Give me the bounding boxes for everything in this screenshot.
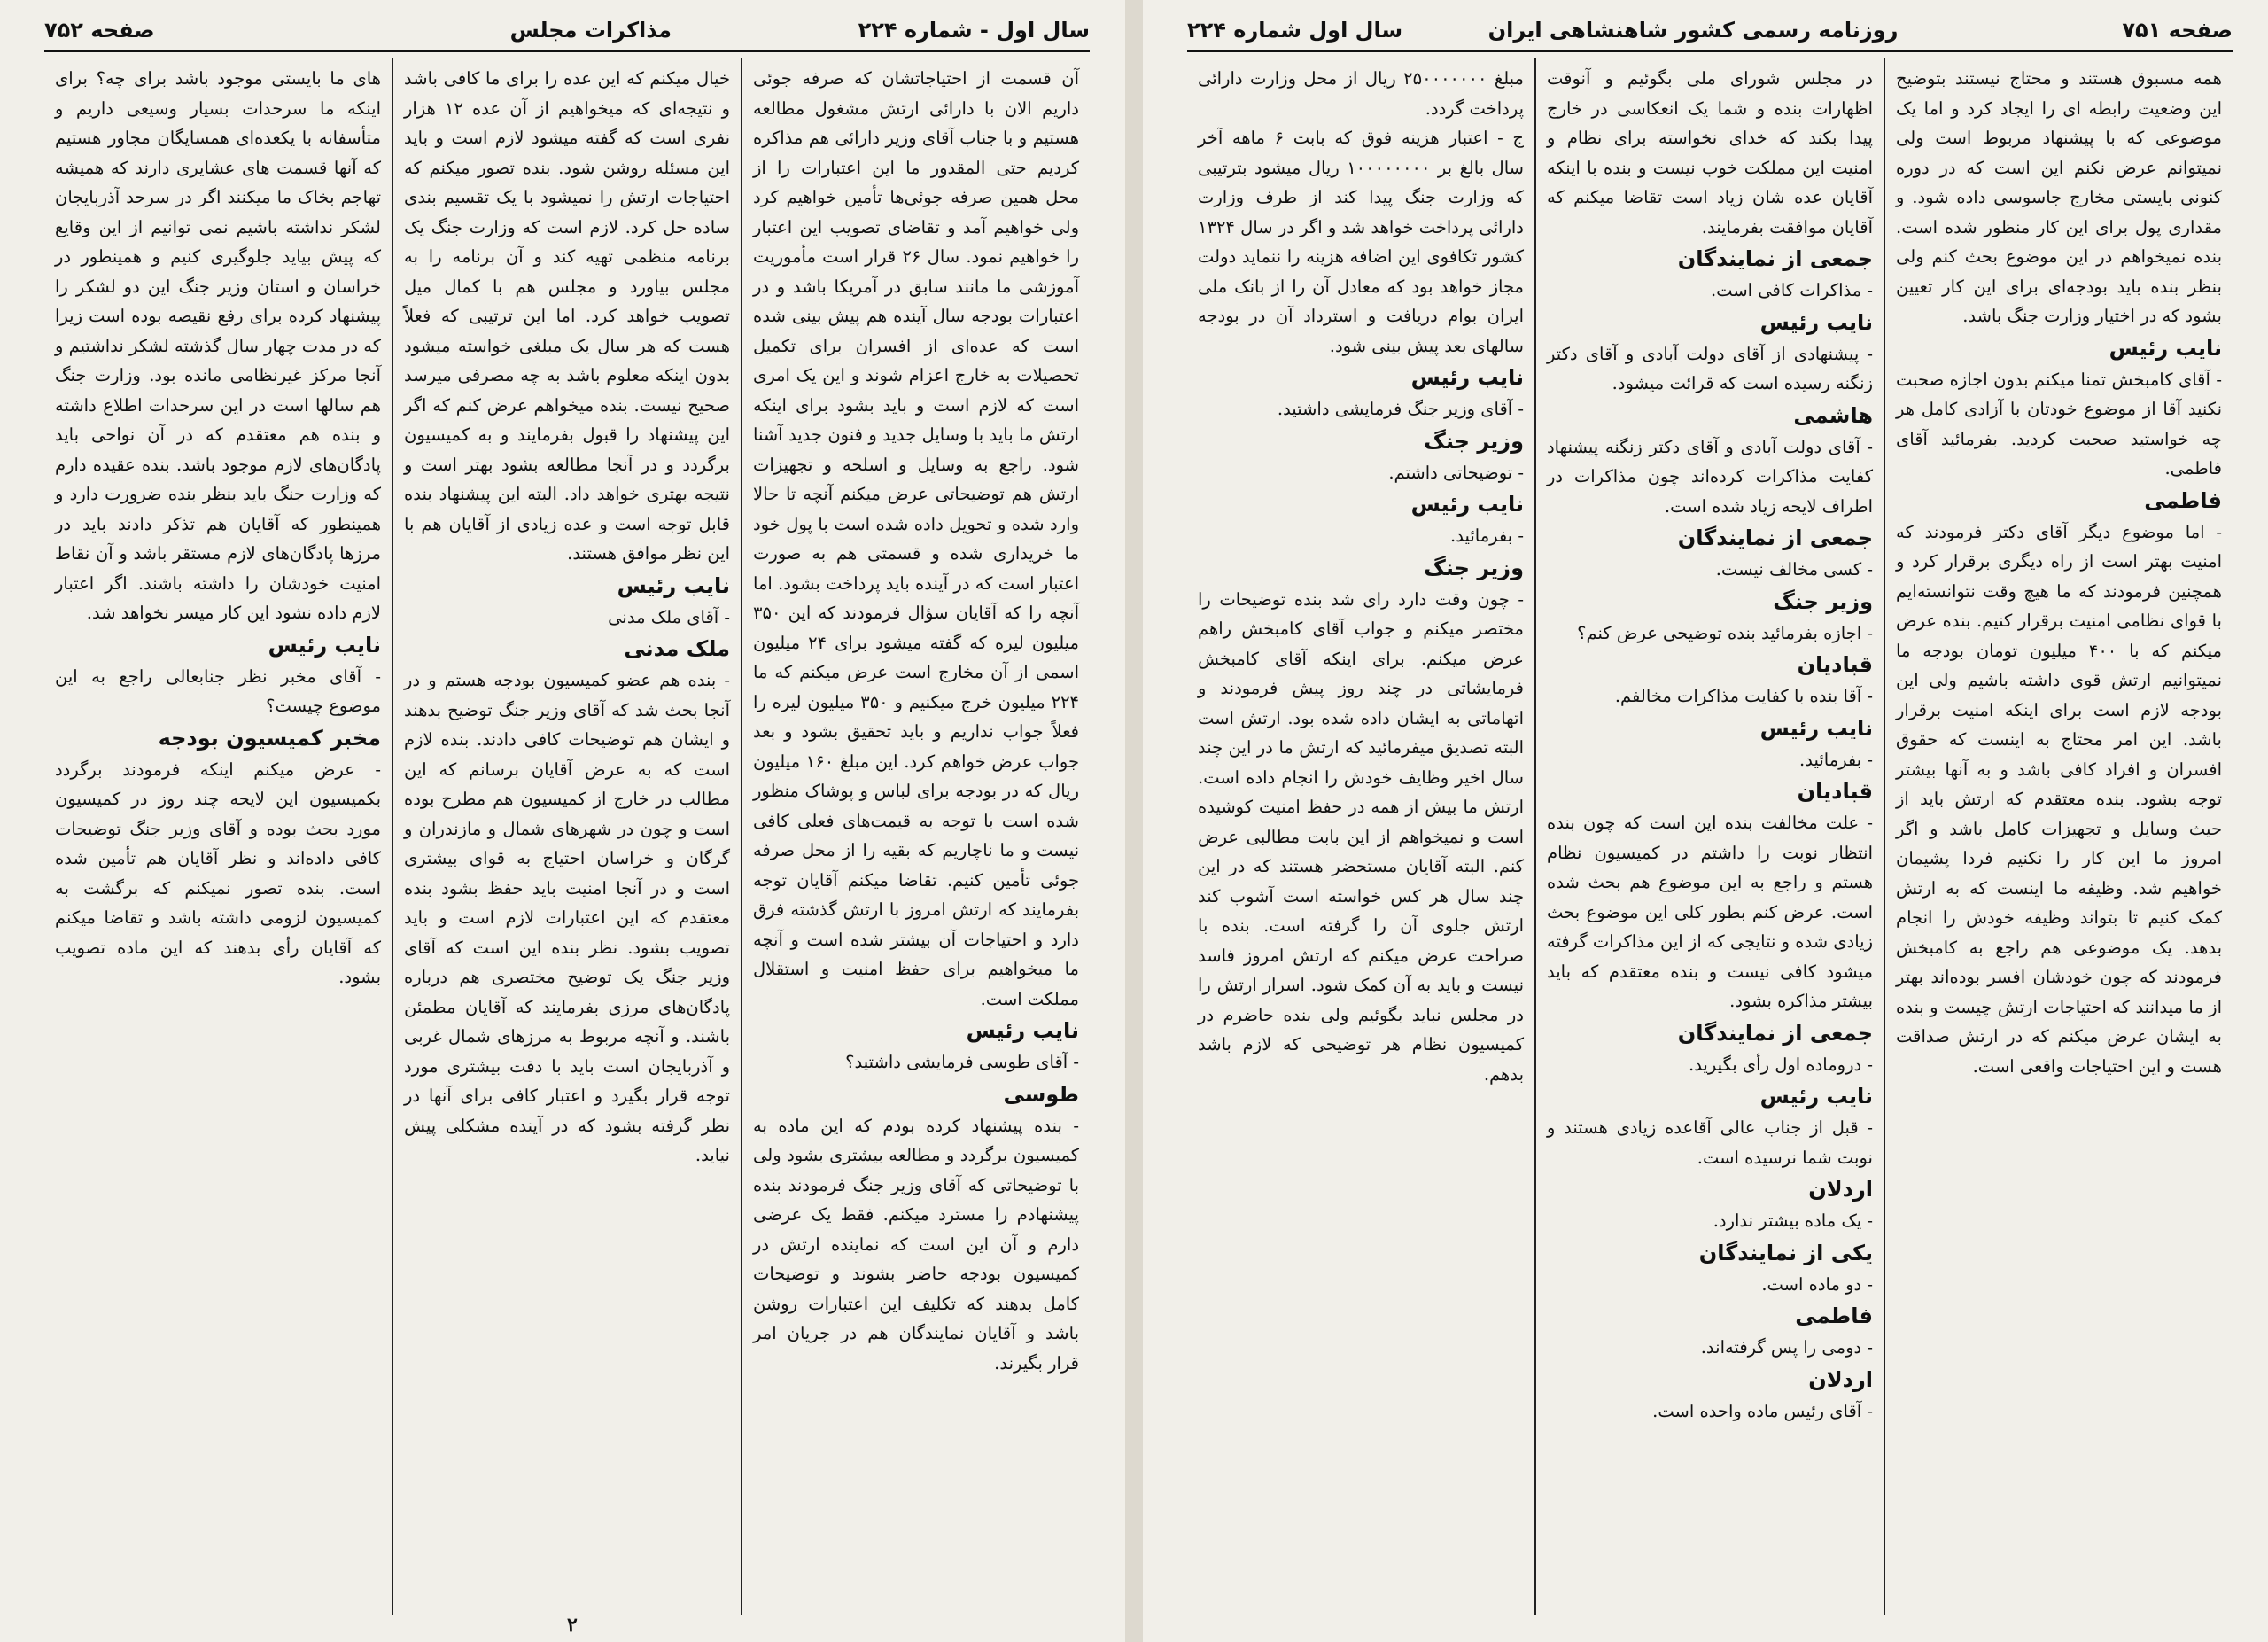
left-page-columns — [44, 58, 1090, 1615]
speaker-name: مخبر کمیسیون بودجه — [158, 725, 381, 751]
left-issue: سال اول - شماره ۲۲۴ — [858, 18, 1090, 43]
paragraph: - یک ماده بیشتر ندارد. — [1713, 1210, 1873, 1231]
text-column — [392, 58, 741, 1615]
page-gutter — [1125, 0, 1143, 1642]
paragraph: - بفرمائید. — [1799, 749, 1873, 770]
right-page-number: صفحه ۷۵۱ — [2122, 18, 2233, 43]
paragraph: - دو ماده است. — [1761, 1273, 1873, 1295]
paragraph: - دروماده اول رأی بگیرید. — [1689, 1054, 1873, 1075]
paragraph: - آقا بنده با کفایت مذاکرات مخالفم. — [1614, 686, 1873, 706]
speaker-name: جمعی از نمایندگان — [1677, 525, 1873, 550]
paragraph: - آقای ملک مدنی — [608, 606, 730, 627]
speaker-name: اردلان — [1808, 1366, 1873, 1392]
right-page — [1143, 0, 2268, 1642]
speaker-name: نایب رئیس — [966, 1018, 1079, 1043]
paragraph: - علت مخالفت بنده این است که چون بنده انتظار نوبت را داشتم در کمیسیون نظام هستم و راجع به این موضوع هم بحث شده است. عرض کنم بطور کلی این موضوع بحث زیادی شده و نتایجی که از این مذاکرات گرفته میشود کافی نیست و بنده معتقدم که باید بیشتر مذاکره بشود. — [1547, 813, 1873, 1011]
speaker-name: هاشمی — [1793, 402, 1873, 428]
paragraph: - بفرمائید. — [1450, 525, 1524, 546]
speaker-name: اردلان — [1808, 1177, 1873, 1202]
speaker-name: نایب رئیس — [1759, 309, 1873, 335]
paragraph: خیال میکنم که این عده را برای ما کافی باشد و نتیجه‌ای که میخواهیم از آن عده ۱۲ هزار نفری است که گفته میشود لازم است و باید این مسئله روشن شود. بنده تصور میکنم که احتیاجات ارتش را نمیشود با یک تقسیم بندی ساده حل کرد. لازم است که وزارت جنگ یک برنامه منظمی تهیه کند و آن برنامه را به مجلس بیاورد و مجلس هم با کمال میل تصویب خواهد کرد. اما این ترتیبی که فعلاً هست که هر سال یک مبلغی خواسته میشود بدون اینکه معلوم باشد به چه مصرفی میرسد صحیح نیست. بنده میخواهم عرض کنم که اگر این پیشنهاد را قبول بفرمایند و به کمیسیون برگردد و در آنجا مطالعه بشود بهتر است و نتیجه بهتری خواهد داد. البته این پیشنهاد بنده قابل توجه است و عده زیادی از آقایان هم با این نظر موافق هستند. — [404, 68, 731, 564]
text-column — [1187, 58, 1534, 1615]
paragraph: - آقای کامبخش تمنا میکنم بدون اجازه صحبت نکنید آقا از موضوع خودتان با آزادی کامل هر چه خواستید صحبت کردید. بفرمائید آقای فاطمی. — [1896, 369, 2222, 479]
paragraph: - آقای رئیس ماده واحده است. — [1652, 1400, 1873, 1421]
paragraph: - بنده هم عضو کمیسیون بودجه هستم و در آنجا بحث شد که آقای وزیر جنگ توضیح بدهند و ایشان هم توضیحات کافی دادند. بنده لازم است که به عرض آقایان برسانم که این مطالب در خارج از کمیسیون هم مطرح بوده است و چون در شهرهای شمال و مازندران و گرگان و خراسان احتیاج به قوای بیشتری است و در آنجا امنیت باید حفظ بشود بنده معتقدم که این اعتبارات لازم است و باید تصویب بشود. نظر بنده این است که آقای وزیر جنگ یک توضیح مختصری هم درباره پادگان‌های مرزی بفرمایند که آقایان مطمئن باشند. و آنچه مربوط به مرزهای شمال غربی و آذربایجان است باید با دقت بیشتری مورد توجه قرار بگیرد و اعتبار کافی برای آنها در نظر گرفته بشود که در آینده مشکلی پیش نیاید. — [404, 670, 730, 1165]
speaker-name: نایب رئیس — [1410, 365, 1524, 390]
paragraph: - دومی را پس گرفته‌اند. — [1700, 1337, 1873, 1358]
paragraph: های ما بایستی موجود باشد برای چه؟ برای اینکه ما سرحدات بسیار وسیعی داریم و متأسفانه با یکعده‌ای همسایگان مجاور هستیم که آنها قسمت های عشایری دارند که همیشه تهاجم بخاک ما میکنند اگر در سرحد آذربایجان لشکر نداشته باشیم نمی توانیم از این وقایع که پیش بیاید جلوگیری کنیم و همینطور در خراسان و استان وزیر جنگ این دو لشکر را پیشنهاد کرده برای رفع نقیصه بوده است زیرا که در مدت چهار سال گذشته لشکر نداشتیم و آنجا مرکز غیرنظامی مانده بود. وزارت جنگ هم سالها است در این سرحدات اطلاع داشته و بنده هم معتقدم که در آن نواحی باید پادگان‌های لازم موجود باشد. بنده عقیده دارم که وزارت جنگ باید بنظر بنده ضرورت دارد و همینطور که آقایان هم تذکر دادند باید در مرزها پادگان‌های لازم مستقر باشد و آن نقاط امنیت خودشان را داشته باشند. اگر اعتبار لازم داده نشود این کار میسر نخواهد شد. — [55, 68, 381, 623]
speaker-name: قبادیان — [1797, 652, 1873, 677]
paragraph: در مجلس شورای ملی بگوئیم و آنوقت اظهارات بنده و شما یک انعکاسی در خارج پیدا بکند که خدای نخواسته برای نظام و امنیت این مملکت خوب نیست و بنده با اینکه آقایان عده شان زیاد است تقاضا میکنم که آقایان موافقت بفرمایند. — [1547, 68, 1873, 237]
speaker-name: نایب رئیس — [617, 572, 730, 598]
paragraph: - کسی مخالف نیست. — [1715, 559, 1873, 580]
paragraph: - آقای وزیر جنگ فرمایشی داشتید. — [1277, 399, 1524, 419]
text-column — [1534, 58, 1884, 1615]
paragraph: - بنده پیشنهاد کرده بودم که این ماده به کمیسیون برگردد و مطالعه بیشتری بشود ولی با توضیحاتی که آقای وزیر جنگ فرمودند بنده پیشنهادم را مسترد میکنم. فقط یک عرضی دارم و آن این است که نماینده ارتش در کمیسیون بودجه حاضر بشوند و توضیحات کامل بدهند که تکلیف این اعتبارات روشن باشد و آقایان نمایندگان هم در جریان امر قرار بگیرند. — [753, 1115, 1079, 1374]
paragraph: - اجازه بفرمائید بنده توضیحی عرض کنم؟ — [1577, 622, 1873, 643]
left-footer-mark: ۲ — [567, 1614, 578, 1637]
speaker-name: وزیر جنگ — [1424, 428, 1524, 454]
paragraph: - مذاکرات کافی است. — [1710, 280, 1873, 300]
speaker-name: فاطمی — [1795, 1303, 1873, 1328]
right-page-header — [1187, 16, 2233, 52]
left-page — [0, 0, 1125, 1642]
text-column — [44, 58, 392, 1615]
left-page-number: صفحه ۷۵۲ — [44, 18, 155, 43]
paragraph: همه مسبوق هستند و محتاج نیستند بتوضیح این وضعیت رابطه ای را ایجاد کرد و اما یک موضوعی که با پیشنهاد مربوط است ولی نمیتوانم عرض نکنم این است که در دوره کنونی بایستی مخارج جاسوسی داده شود. و مقداری پول برای این کار منظور شده است. بنده نمیخواهم در این موضوع بحث کنم ولی بنظر بنده باید بودجه‌ای برای این کار تعیین بشود که در اختیار وزارت جنگ باشد. — [1896, 68, 2222, 326]
speaker-name: ملک مدنی — [624, 636, 730, 661]
speaker-name: یکی از نمایندگان — [1698, 1240, 1873, 1265]
speaker-name: وزیر جنگ — [1424, 555, 1524, 580]
paragraph: - عرض میکنم اینکه فرمودند برگردد بکمیسیون این لایحه چند روز در کمیسیون مورد بحث بوده و آقای وزیر جنگ توضیحات کافی داده‌اند و نظر آقایان هم تأمین شده است. بنده تصور نمیکنم که برگشت به کمیسیون لزومی داشته باشد و تقاضا میکنم که آقایان رأی بدهند که این ماده تصویب بشود. — [55, 759, 381, 987]
speaker-name: قبادیان — [1797, 779, 1873, 804]
paragraph: ج - اعتبار هزینه فوق که بابت ۶ ماهه آخر سال بالغ بر ۱۰۰۰۰۰۰۰۰ ریال میشود بترتیبی که وزارت جنگ پیدا کند از طرف وزارت دارائی پرداخت خواهد شد و اگر در سال ۱۳۲۴ کشور تکافوی این اضافه هزینه را ننماید دولت مجاز خواهد بود که معادل آن را از بانک ملی ایران بوام دریافت و استرداد آن در بودجه سالهای بعد پیش بینی شود. — [1198, 128, 1524, 356]
speaker-name: نایب رئیس — [1759, 715, 1873, 741]
paragraph: - پیشنهادی از آقای دولت آبادی و آقای دکتر زنگنه رسیده است که قرائت میشود. — [1547, 343, 1873, 393]
paragraph: - اما موضوع دیگر آقای دکتر فرمودند که امنیت بهتر است از راه دیگری برقرار کرد و همچنین فرمودند که ما هیچ وقت نتوانسته‌ایم با قوای نظامی امنیت برقرار کنیم. بنده عرض میکنم که با ۴۰۰ میلیون تومان بودجه ما نمیتوانیم ارتش قوی داشته باشیم ولی این بودجه لازم است برای اینکه امنیت برقرار باشد. این امر محتاج به اینست که حقوق افسران و افراد کافی باشد و به آنها بیشتر توجه بشود. بنده معتقدم که ارتش باید از حیث وسایل و تجهیزات کامل باشد و اگر امروز ما این کار را نکنیم فردا پشیمان خواهیم شد. وظیفه ما اینست که به ارتش کمک کنیم تا بتواند وظیفه خودش را انجام بدهد. یک موضوعی هم راجع به کامبخش فرمودند که چون خودشان افسر بوده‌اند بهتر از ما میدانند که احتیاجات ارتش چیست و بنده به ایشان عرض میکنم که در ارتش صداقت هست و این احتیاجات واقعی است. — [1896, 521, 2222, 1077]
paragraph: - قبل از جناب عالی آقاعده زیادی هستند و نوبت شما نرسیده است. — [1547, 1117, 1873, 1168]
paragraph: - آقای دولت آبادی و آقای دکتر زنگنه پیشنهاد کفایت مذاکرات کرده‌اند چون مذاکرات در اطراف لایحه زیاد شده است. — [1547, 436, 1873, 517]
speaker-name: فاطمی — [2144, 487, 2222, 513]
right-page-columns — [1187, 58, 2233, 1615]
paragraph: آن قسمت از احتیاجاتشان که صرفه جوئی داریم الان با دارائی ارتش مشغول مطالعه هستیم و با جناب آقای وزیر دارائی هم مذاکره کردیم حتی المقدور ما این اعتبارات را از محل همین صرفه جوئی‌ها تأمین خواهیم کرد ولی خواهیم آمد و تقاضای تصویب این اعتبار را خواهیم نمود. سال ۲۶ قرار است مأموریت آموزشی ما مانند سابق در آمریکا باشد و در اعتبارات بودجه سال آینده هم پیش بینی شده است که عده‌ای از افسران برای تکمیل تحصیلات به خارج اعزام شوند و این یک امری است که لازم است و باید بشود برای اینکه ارتش ما باید با وسایل جدید و فنون جدید آشنا شود. راجع به وسایل و اسلحه و تجهیزات ارتش هم توضیحاتی عرض میکنم آنچه تا حالا وارد شده و تحویل داده شده است با پول خود ما خریداری شده و قسمتی هم به صورت اعتبار است که در آینده باید پرداخت بشود. اما آنچه را که آقایان سؤال فرمودند که این ۳۵۰ میلیون لیره که گفته میشود برای ۲۴ میلیون اسمی از آن مخارج است عرض میکنم که ما ۲۲۴ میلیون خرج میکنیم و ۳۵۰ میلیون لیره را فعلاً جواب نداریم و باید تحقیق بشود و بعد جواب عرض خواهم کرد. این مبلغ ۱۶۰ میلیون ریال که در بودجه برای لباس و پوشاک منظور شده است با توجه به قیمت‌های فعلی کافی نیست و ما ناچاریم که بقیه را از محل صرفه جوئی تأمین کنیم. تقاضا میکنم آقایان توجه بفرمایند که ارتش امروز با ارتش گذشته فرق دارد و احتیاجات آن بیشتر شده است و آنچه ما میخواهیم برای حفظ امنیت و استقلال مملکت است. — [753, 68, 1080, 1009]
paragraph: مبلغ ۲۵۰۰۰۰۰۰۰ ریال از محل وزارت دارائی پرداخت گردد. — [1198, 68, 1524, 119]
paragraph: - چون وقت دارد رای شد بنده توضیحات را مختصر میکنم و جواب آقای کامبخش راهم عرض میکنم. برای اینکه آقای کامبخش فرمایشاتی در چند روز پیش فرمودند و اتهاماتی به ایشان داده شده بود. ارتش است البته تصدیق میفرمائید که ارتش ما در این چند سال اخیر وظایف خودش را انجام داده است. ارتش ما بیش از همه در حفظ امنیت کوشیده است و نمیخواهم از این بابت مطالبی عرض کنم. البته آقایان مستحضر هستند که در این چند سال هر کس خواسته است آشوب کند ارتش جلوی آن را گرفته است. بنده با صراحت عرض میکنم که ارتش امروز فاسد نیست و باید به آن کمک شود. اسرار ارتش را در مجلس نباید بگوئیم ولی بنده حاضرم در کمیسیون نظام هر توضیحی که لازم باشد بدهم. — [1198, 588, 1524, 1085]
speaker-name: جمعی از نمایندگان — [1677, 246, 1873, 271]
text-column — [741, 58, 1090, 1615]
left-title: مذاکرات مجلس — [509, 18, 672, 43]
paragraph: - آقای طوسی فرمایشی داشتید؟ — [845, 1052, 1079, 1072]
speaker-name: جمعی از نمایندگان — [1677, 1020, 1873, 1046]
text-column — [1884, 58, 2233, 1615]
speaker-name: وزیر جنگ — [1773, 588, 1873, 614]
left-page-header — [44, 16, 1090, 52]
speaker-name: نایب رئیس — [2109, 335, 2222, 361]
right-title: روزنامه رسمی کشور شاهنشاهی ایران — [1487, 18, 1899, 43]
speaker-name: نایب رئیس — [1759, 1084, 1873, 1109]
speaker-name: نایب رئیس — [1410, 492, 1524, 517]
right-issue: سال اول شماره ۲۲۴ — [1187, 18, 1403, 43]
speaker-name: نایب رئیس — [268, 632, 381, 658]
paragraph: - توضیحاتی داشتم. — [1388, 462, 1524, 483]
speaker-name: طوسی — [1003, 1081, 1079, 1107]
paragraph: - آقای مخبر نظر جنابعالی راجع به این موضوع چیست؟ — [55, 665, 381, 716]
